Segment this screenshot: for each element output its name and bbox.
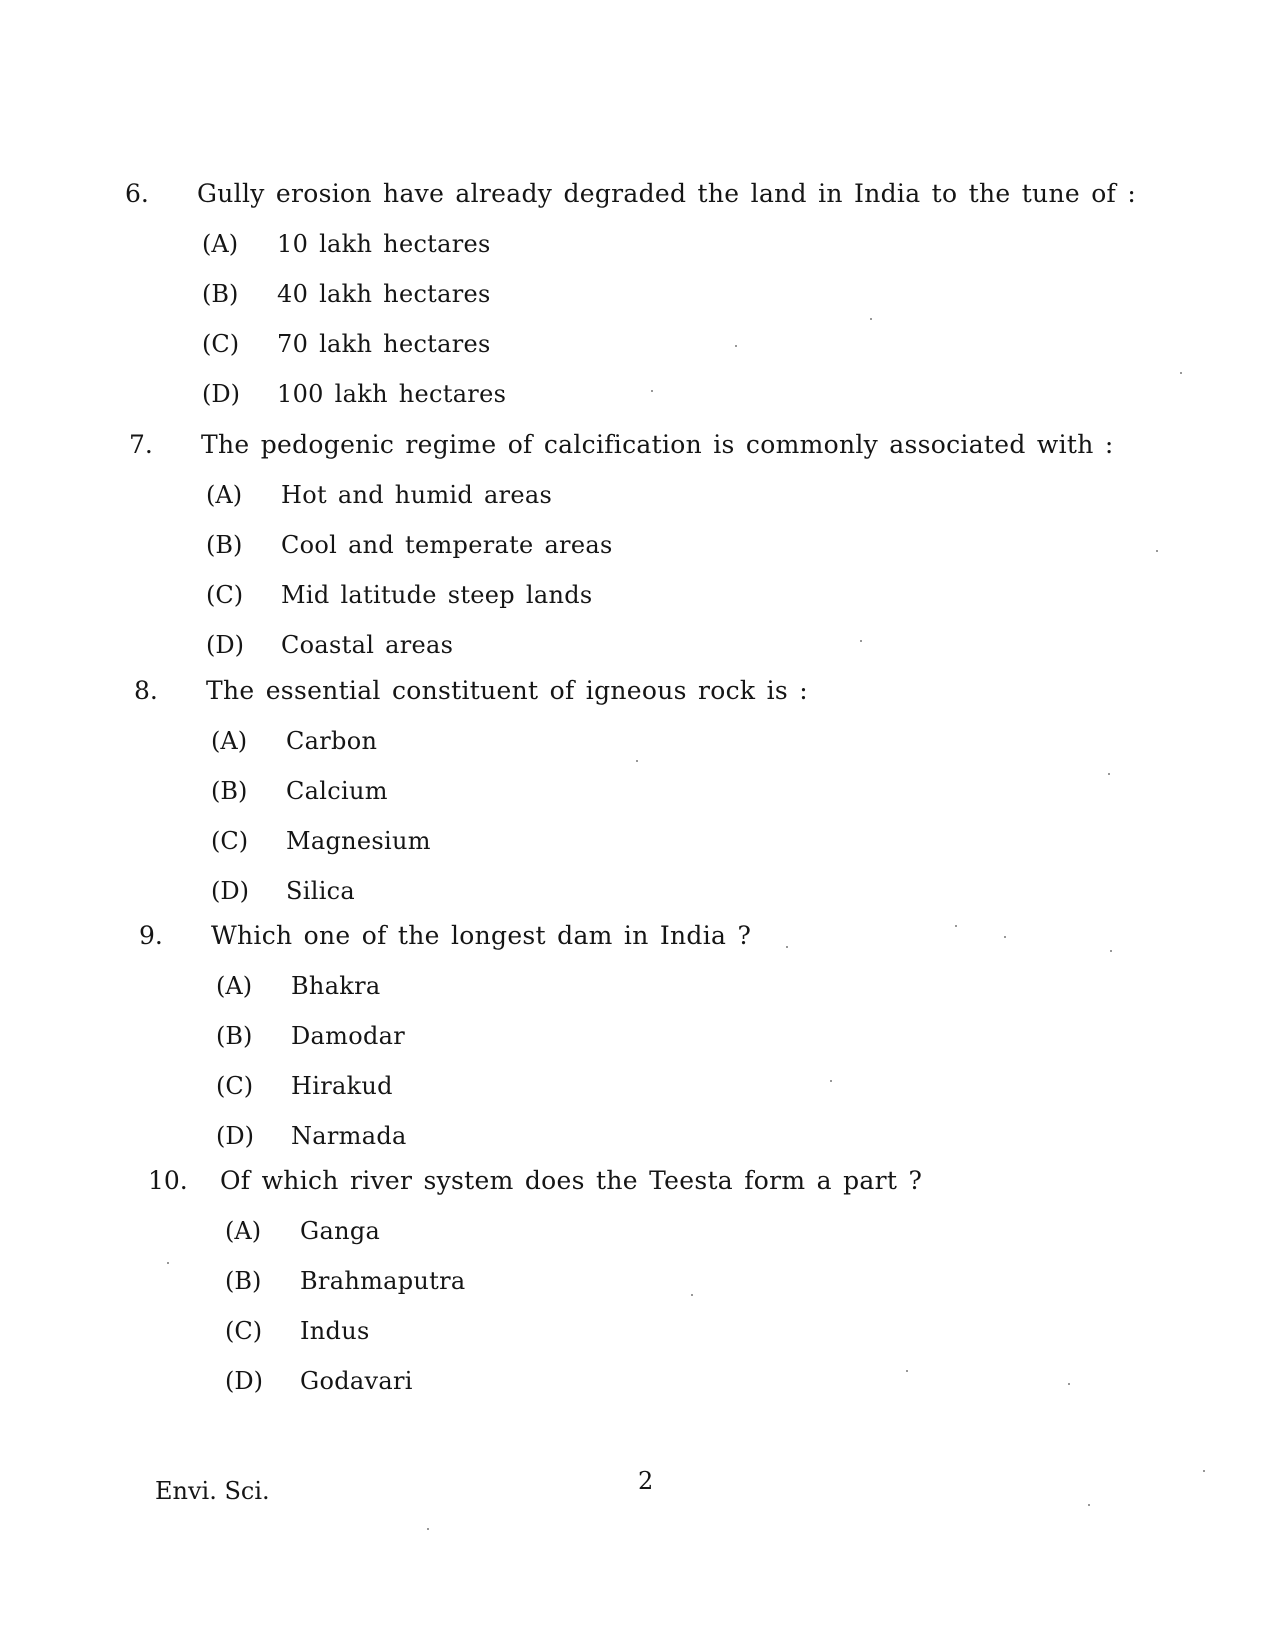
option-b: [134, 773, 1164, 823]
page-number: 2: [638, 1467, 654, 1495]
options-list: [125, 226, 1155, 426]
option-letter: (D): [202, 380, 240, 408]
scan-speck: [1110, 950, 1112, 952]
question-text: Which one of the longest dam in India ?: [211, 921, 752, 950]
scan-speck: [691, 1294, 693, 1296]
option-text: Coastal areas: [281, 631, 454, 659]
option-text: Indus: [300, 1317, 370, 1345]
option-text: Ganga: [300, 1217, 381, 1245]
question-number: 7.: [129, 430, 153, 459]
scan-speck: [1108, 773, 1110, 775]
scan-speck: [870, 318, 872, 320]
option-letter: (B): [216, 1022, 253, 1050]
option-c: [148, 1313, 1178, 1363]
options-list: [129, 477, 1159, 677]
option-b: [148, 1263, 1178, 1313]
option-d: [148, 1363, 1178, 1413]
option-c: [125, 326, 1155, 376]
scan-speck: [1068, 1383, 1070, 1385]
options-list: [148, 1213, 1178, 1413]
question-text: The essential constituent of igneous rock is :: [206, 676, 808, 705]
question-stem: [134, 673, 1164, 709]
question-number: 6.: [125, 179, 149, 208]
option-text: 70 lakh hectares: [277, 330, 491, 358]
scan-speck: [167, 1262, 169, 1264]
option-text: 40 lakh hectares: [277, 280, 491, 308]
option-text: Bhakra: [291, 972, 381, 1000]
option-text: Narmada: [291, 1122, 407, 1150]
option-text: Godavari: [300, 1367, 413, 1395]
question-text: The pedogenic regime of calcification is commonly associated with :: [201, 430, 1114, 459]
scan-speck: [830, 1080, 832, 1082]
option-c: [139, 1068, 1169, 1118]
option-letter: (A): [206, 481, 243, 509]
option-a: [139, 968, 1169, 1018]
option-text: Mid latitude steep lands: [281, 581, 593, 609]
option-letter: (D): [225, 1367, 263, 1395]
option-letter: (A): [216, 972, 253, 1000]
scan-speck: [786, 946, 788, 948]
option-letter: (C): [202, 330, 240, 358]
option-text: Magnesium: [286, 827, 431, 855]
option-text: Silica: [286, 877, 356, 905]
question-stem: [139, 918, 1169, 954]
option-text: Carbon: [286, 727, 378, 755]
question-10: [148, 1163, 1178, 1413]
question-text: Of which river system does the Teesta form a part ?: [220, 1166, 923, 1195]
footer-subject: Envi. Sci.: [155, 1477, 270, 1505]
scan-speck: [1088, 1504, 1090, 1506]
option-letter: (B): [225, 1267, 262, 1295]
scan-speck: [1156, 550, 1158, 552]
option-letter: (C): [216, 1072, 254, 1100]
option-text: Hot and humid areas: [281, 481, 553, 509]
options-list: [134, 723, 1164, 923]
option-d: [134, 873, 1164, 923]
option-d: [125, 376, 1155, 426]
scan-speck: [1004, 936, 1006, 938]
scan-speck: [906, 1370, 908, 1372]
option-a: [125, 226, 1155, 276]
question-8: [134, 673, 1164, 923]
option-letter: (C): [225, 1317, 263, 1345]
scan-speck: [651, 390, 653, 392]
option-letter: (B): [211, 777, 248, 805]
option-letter: (D): [216, 1122, 254, 1150]
question-7: [129, 427, 1159, 677]
option-letter: (C): [211, 827, 249, 855]
question-number: 9.: [139, 921, 163, 950]
option-a: [148, 1213, 1178, 1263]
option-letter: (C): [206, 581, 244, 609]
scan-speck: [735, 345, 737, 347]
question-text: Gully erosion have already degraded the land in India to the tune of :: [197, 179, 1137, 208]
option-b: [139, 1018, 1169, 1068]
option-letter: (B): [206, 531, 243, 559]
option-a: [129, 477, 1159, 527]
option-a: [134, 723, 1164, 773]
question-stem: [125, 176, 1155, 212]
question-number: 8.: [134, 676, 158, 705]
option-b: [129, 527, 1159, 577]
option-c: [134, 823, 1164, 873]
scan-speck: [1180, 372, 1182, 374]
option-d: [139, 1118, 1169, 1168]
option-text: Brahmaputra: [300, 1267, 466, 1295]
option-b: [125, 276, 1155, 326]
option-letter: (D): [211, 877, 249, 905]
option-letter: (A): [202, 230, 239, 258]
question-number: 10.: [148, 1166, 188, 1195]
option-c: [129, 577, 1159, 627]
scan-speck: [636, 760, 638, 762]
scan-speck: [1203, 1470, 1205, 1472]
question-stem: [148, 1163, 1178, 1199]
option-letter: (A): [211, 727, 248, 755]
scan-speck: [860, 640, 862, 642]
scan-speck: [955, 925, 957, 927]
option-letter: (A): [225, 1217, 262, 1245]
option-text: Cool and temperate areas: [281, 531, 613, 559]
scan-speck: [427, 1528, 429, 1530]
option-d: [129, 627, 1159, 677]
option-text: Hirakud: [291, 1072, 393, 1100]
option-letter: (D): [206, 631, 244, 659]
question-9: [139, 918, 1169, 1168]
options-list: [139, 968, 1169, 1168]
question-6: [125, 176, 1155, 426]
option-text: 10 lakh hectares: [277, 230, 491, 258]
option-text: 100 lakh hectares: [277, 380, 507, 408]
option-text: Calcium: [286, 777, 388, 805]
option-letter: (B): [202, 280, 239, 308]
option-text: Damodar: [291, 1022, 406, 1050]
question-stem: [129, 427, 1159, 463]
